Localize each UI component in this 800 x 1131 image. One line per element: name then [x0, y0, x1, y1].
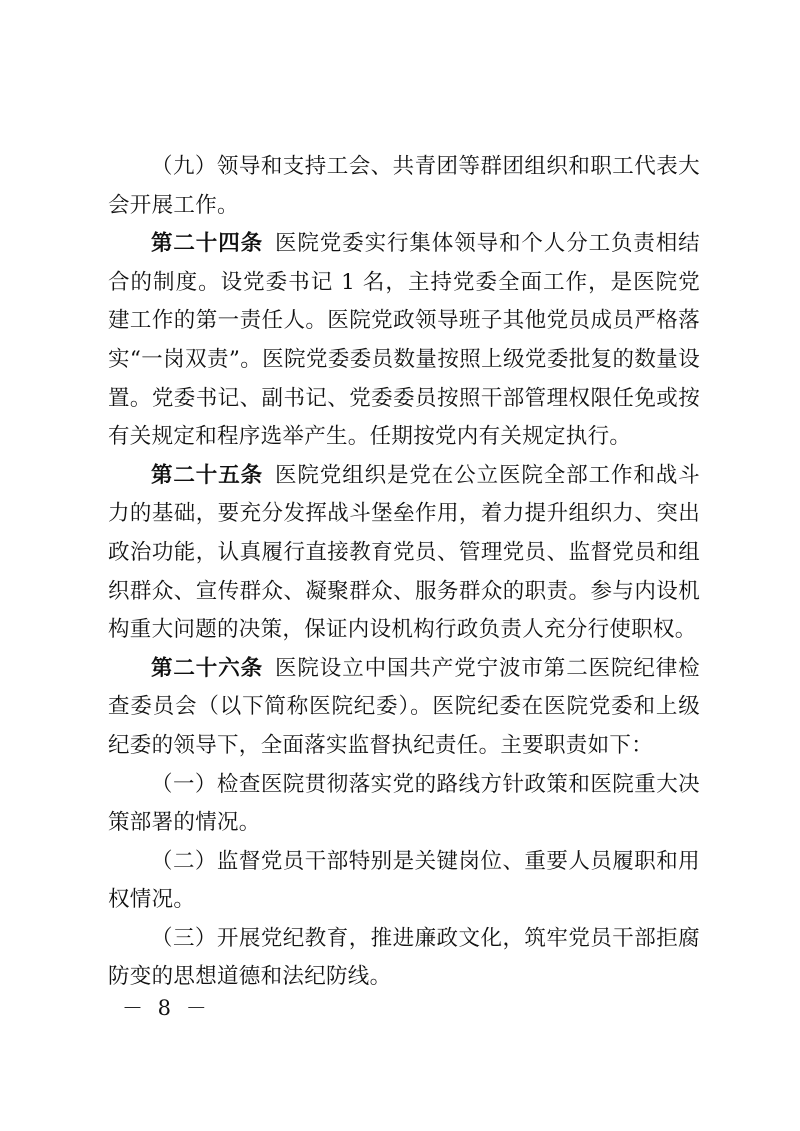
- page-number: － 8 －: [122, 996, 211, 1020]
- paragraph-text: 医院设立中国共产党宁波市第二医院纪律检查委员会（以下简称医院纪委）。医院纪委在医院党委和上级纪委的领导下，全面落实监督执纪责任。主要职责如下：: [108, 655, 700, 758]
- paragraph-article-25: [108, 457, 700, 650]
- paragraph-text: （二）监督党员干部特别是关键岗位、重要人员履职和用权情况。: [108, 848, 700, 913]
- article-number: 第二十四条: [151, 231, 263, 257]
- paragraph-text: （三）开展党纪教育，推进廉政文化，筑牢党员干部拒腐防变的思想道德和法纪防线。: [108, 925, 700, 990]
- paragraph-text: （一）检查医院贯彻落实党的路线方针政策和医院重大决策部署的情况。: [108, 771, 700, 836]
- paragraph-text: （九）领导和支持工会、共青团等群团组织和职工代表大会开展工作。: [108, 154, 700, 218]
- paragraph-article-24: [108, 225, 700, 457]
- document-body: [108, 148, 700, 997]
- paragraph-duty-1: [108, 766, 700, 843]
- paragraph-duty-2: [108, 843, 700, 920]
- paragraph-text: 医院党组织是党在公立医院全部工作和战斗力的基础，要充分发挥战斗堡垒作用，着力提升组织力、突出政治功能，认真履行直接教育党员、管理党员、监督党员和组织群众、宣传群众、凝聚群众、服务群众的职责。参与内设机构重大问题的决策，保证内设机构行政负责人充分行使职权。: [108, 462, 700, 643]
- article-number: 第二十六条: [151, 655, 263, 681]
- paragraph-article-26: [108, 650, 700, 766]
- paragraph-item-9: [108, 148, 700, 225]
- paragraph-duty-3: [108, 920, 700, 997]
- paragraph-text: 医院党委实行集体领导和个人分工负责相结合的制度。设党委书记 1 名，主持党委全面工作，是医院党建工作的第一责任人。医院党政领导班子其他党员成员严格落实“一岗双责”。医院党委委员数量按照上级党委批复的数量设置。党委书记、副书记、党委委员按照干部管理权限任免或按有关规定和程序选举产生。任期按党内有关规定执行。: [108, 231, 700, 450]
- article-number: 第二十五条: [151, 462, 263, 488]
